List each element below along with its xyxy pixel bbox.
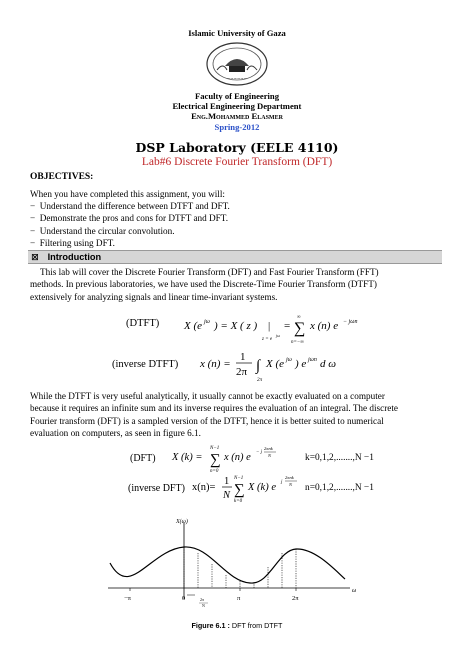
- svg-text:2π: 2π: [236, 366, 248, 378]
- svg-text:|: |: [268, 320, 271, 332]
- svg-text:− j: − j: [256, 450, 263, 455]
- objectives-intro: When you have completed this assignment, you will:: [30, 189, 225, 199]
- svg-text:j: j: [281, 480, 283, 485]
- dft-formula: [170, 441, 300, 473]
- objectives-heading: OBJECTIVES:: [30, 172, 94, 182]
- svg-text:∑: ∑: [234, 482, 245, 498]
- list-item: − Filtering using DFT.: [30, 238, 115, 249]
- svg-text:2π: 2π: [257, 378, 263, 383]
- svg-text:jω: jω: [276, 333, 280, 338]
- svg-text:N−1: N−1: [234, 476, 244, 481]
- svg-text:2π: 2π: [200, 597, 205, 602]
- tick-label: π: [237, 595, 241, 602]
- tick-label: −π: [124, 595, 131, 602]
- inverse-dft-formula: [192, 470, 302, 504]
- svg-text:x (n) e: x (n) e: [224, 452, 251, 463]
- svg-text:X (k) =: X (k) =: [172, 452, 203, 463]
- svg-text:jω: jω: [286, 357, 292, 363]
- svg-text:∞: ∞: [297, 315, 301, 320]
- svg-text:N: N: [289, 482, 293, 487]
- svg-text:z = e: z = e: [262, 337, 273, 342]
- svg-text:∑: ∑: [294, 320, 306, 337]
- lab-title: Lab#6 Discrete Fourier Transform (DFT): [141, 156, 333, 168]
- course-title: DSP Laboratory (EELE 4110): [135, 140, 339, 155]
- idft-range: n=0,1,2,.......,N −1: [305, 483, 374, 493]
- svg-text:k=0: k=0: [234, 499, 243, 504]
- tick-label: 0: [182, 595, 186, 602]
- tick-label: 2π: [292, 595, 299, 602]
- svg-text:X (e: X (e: [266, 358, 285, 370]
- svg-text:jω: jω: [204, 319, 210, 325]
- term: Spring-2012: [214, 122, 260, 132]
- checkbox-icon: ☒: [31, 253, 39, 262]
- svg-text:d ω: d ω: [320, 358, 337, 370]
- svg-text:x(n)=: x(n)=: [192, 482, 216, 493]
- dft-samples: [184, 547, 296, 588]
- svg-text:jωn: jωn: [308, 357, 317, 363]
- inverse-dtft-formula: [196, 346, 356, 386]
- list-item: − Demonstrate the pros and cons for DTFT and DFT.: [30, 213, 229, 224]
- dtft-curve: [110, 547, 345, 583]
- intro-paragraph-2: While the DTFT is very useful analytically, it usually cannot be exactly evaluated on a computer because it requires an infinite sum and its inverse requires the evaluation of an integral. The discrete Fourier transform (DFT) is a sampled version of the DTFT, hence it is better suited to numerical evaluation on computers, as seen in figure 6.1.: [30, 391, 398, 439]
- svg-text:∑: ∑: [210, 452, 221, 468]
- svg-text:X (e: X (e: [184, 320, 203, 332]
- svg-text:=: =: [284, 320, 291, 332]
- svg-text:2πnk: 2πnk: [264, 446, 273, 451]
- y-axis-label: X(ω): [176, 519, 188, 525]
- university-name: Islamic University of Gaza: [188, 28, 286, 38]
- svg-text:x (n) e: x (n) e: [310, 320, 339, 332]
- svg-text:n=0: n=0: [210, 469, 219, 473]
- svg-text:N: N: [223, 490, 231, 501]
- section-bar-introduction: [28, 250, 442, 264]
- svg-text:2πnk: 2πnk: [285, 475, 294, 480]
- svg-text:~~~~~~: ~~~~~~: [226, 76, 248, 81]
- university-logo: [203, 40, 271, 88]
- objectives-list: [30, 200, 230, 250]
- svg-text:X (k) e: X (k) e: [248, 482, 276, 493]
- inverse-dft-label: (inverse DFT): [128, 483, 185, 494]
- figure-caption: Figure 6.1 : DFT from DTFT: [191, 621, 283, 630]
- list-item: − Understand the difference between DTFT and DFT.: [30, 201, 230, 211]
- figure-dft-from-dtft: [100, 515, 370, 615]
- faculty-name: Faculty of Engineering: [194, 91, 280, 101]
- inverse-dtft-label: (inverse DTFT): [112, 359, 179, 370]
- svg-text:n=−∞: n=−∞: [291, 340, 304, 345]
- svg-text:x (n) =: x (n) =: [200, 358, 231, 370]
- dtft-formula: [180, 310, 380, 346]
- dft-label: (DFT): [130, 453, 156, 464]
- list-item: − Understand the circular convolution.: [30, 225, 175, 236]
- svg-text:) e: ) e: [295, 358, 307, 370]
- dtft-equation: (DTFT): [126, 318, 160, 329]
- svg-text:− jωn: − jωn: [343, 319, 358, 325]
- svg-text:∫: ∫: [256, 358, 261, 374]
- instructor-name: Eng.Mohammed Elasmer: [191, 111, 283, 121]
- dft-range: k=0,1,2,.......,N −1: [305, 453, 374, 463]
- department-name: Electrical Engineering Department: [172, 101, 302, 111]
- svg-text:N−1: N−1: [210, 446, 220, 451]
- svg-text:1: 1: [240, 351, 246, 363]
- svg-text:N: N: [268, 453, 272, 458]
- intro-paragraph-1: This lab will cover the Discrete Fourier Transform (DFT) and Fast Fourier Transform (FFT) methods. In previous laboratories, we have used the Discrete-Time Fourier Transform (DTFT) extensively for analyzing signals and linear time-invariant systems.: [30, 267, 379, 302]
- svg-text:1: 1: [224, 476, 230, 487]
- svg-text:N: N: [202, 603, 205, 608]
- section-heading: Introduction: [47, 252, 102, 262]
- x-axis-label: ω: [352, 588, 357, 594]
- svg-text:) = X ( z ): ) = X ( z ): [214, 320, 258, 332]
